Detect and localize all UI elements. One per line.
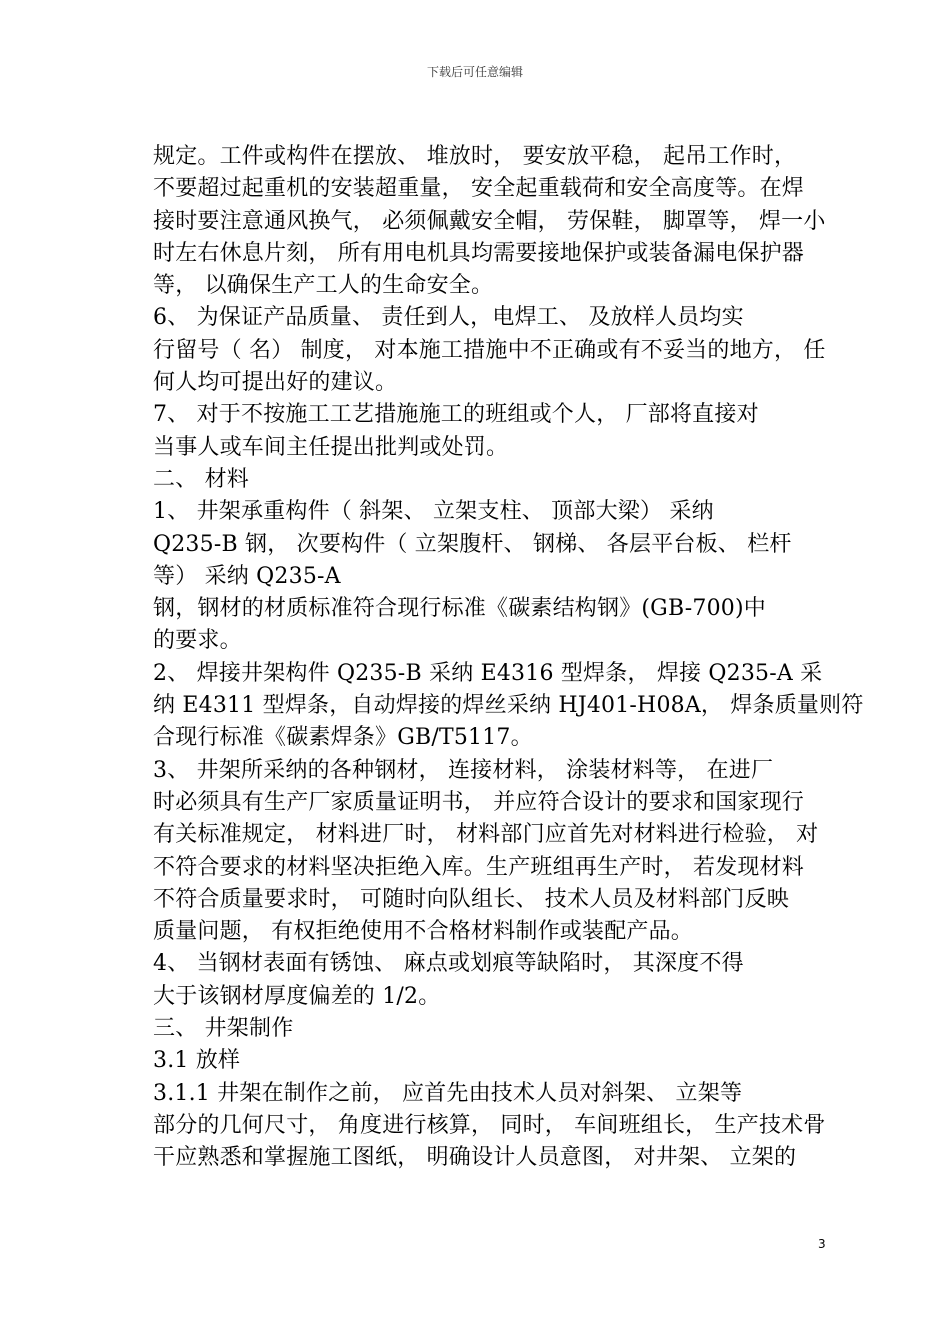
body-line: 3、 井架所采纳的各种钢材， 连接材料， 涂装材料等， 在进厂 xyxy=(153,757,774,783)
body-line: 时左右休息片刻， 所有用电机具均需要接地保护或装备漏电保护器 xyxy=(153,240,804,266)
body-line: 合现行标准《碳素焊条》GB/T5117。 xyxy=(153,725,533,751)
body-line: 时必须具有生产厂家质量证明书， 并应符合设计的要求和国家现行 xyxy=(153,789,804,815)
body-line: 钢，钢材的材质标准符合现行标准《碳素结构钢》(GB-700)中 xyxy=(153,596,766,622)
body-line: 不符合要求的材料坚决拒绝入库。生产班组再生产时， 若发现材料 xyxy=(153,854,804,880)
body-line: 规定。工件或构件在摆放、 堆放时， 要安放平稳， 起吊工作时， xyxy=(153,144,797,169)
body-line: 纳 E4311 型焊条，自动焊接的焊丝采纳 HJ401-H08A， 焊条质量则符 xyxy=(153,693,864,719)
document-body xyxy=(153,141,864,1175)
body-line: 1、 井架承重构件（ 斜架、 立架支柱、 顶部大梁） 采纳 xyxy=(153,499,714,525)
body-line: Q235-B 钢， 次要构件（ 立架腹杆、 钢梯、 各层平台板、 栏杆 xyxy=(153,531,792,557)
body-line: 部分的几何尺寸， 角度进行核算， 同时， 车间班组长， 生产技术骨 xyxy=(153,1112,826,1138)
body-line: 干应熟悉和掌握施工图纸， 明确设计人员意图， 对井架、 立架的 xyxy=(153,1145,797,1171)
body-line: 当事人或车间主任提出批判或处罚。 xyxy=(153,434,509,460)
body-line: 行留号（ 名） 制度， 对本施工措施中不正确或有不妥当的地方， 任 xyxy=(153,337,826,363)
page-number: 3 xyxy=(818,1237,826,1251)
section-heading: 二、 材料 xyxy=(153,466,249,492)
body-line: 不符合质量要求时， 可随时向队组长、 技术人员及材料部门反映 xyxy=(153,886,789,912)
body-line: 不要超过起重机的安装超重量， 安全起重载荷和安全高度等。在焊 xyxy=(153,176,804,202)
page-header: 下载后可任意编辑 xyxy=(426,65,523,79)
body-line: 4、 当钢材表面有锈蚀、 麻点或划痕等缺陷时， 其深度不得 xyxy=(153,951,744,977)
body-line: 3.1.1 井架在制作之前， 应首先由技术人员对斜架、 立架等 xyxy=(153,1080,743,1106)
body-line: 的要求。 xyxy=(153,628,242,654)
body-line: 等） 采纳 Q235-A xyxy=(153,563,341,589)
section-heading: 三、 井架制作 xyxy=(153,1016,294,1042)
body-line: 接时要注意通风换气， 必须佩戴安全帽， 劳保鞋， 脚罩等， 焊一小 xyxy=(153,208,826,234)
body-line: 等， 以确保生产工人的生命安全。 xyxy=(153,273,494,299)
body-line: 6、 为保证产品质量、 责任到人，电焊工、 及放样人员均实 xyxy=(153,305,744,331)
body-line: 有关标准规定， 材料进厂时， 材料部门应首先对材料进行检验， 对 xyxy=(153,822,819,848)
body-line: 7、 对于不按施工工艺措施施工的班组或个人， 厂部将直接对 xyxy=(153,402,759,428)
body-line: 何人均可提出好的建议。 xyxy=(153,370,398,396)
subsection-heading: 3.1 放样 xyxy=(153,1048,241,1074)
body-line: 2、 焊接井架构件 Q235-B 采纳 E4316 型焊条， 焊接 Q235-A 采 xyxy=(153,660,823,686)
body-line: 大于该钢材厚度偏差的 1/2。 xyxy=(153,983,441,1009)
body-line: 质量问题， 有权拒绝使用不合格材料制作或装配产品。 xyxy=(153,919,693,945)
